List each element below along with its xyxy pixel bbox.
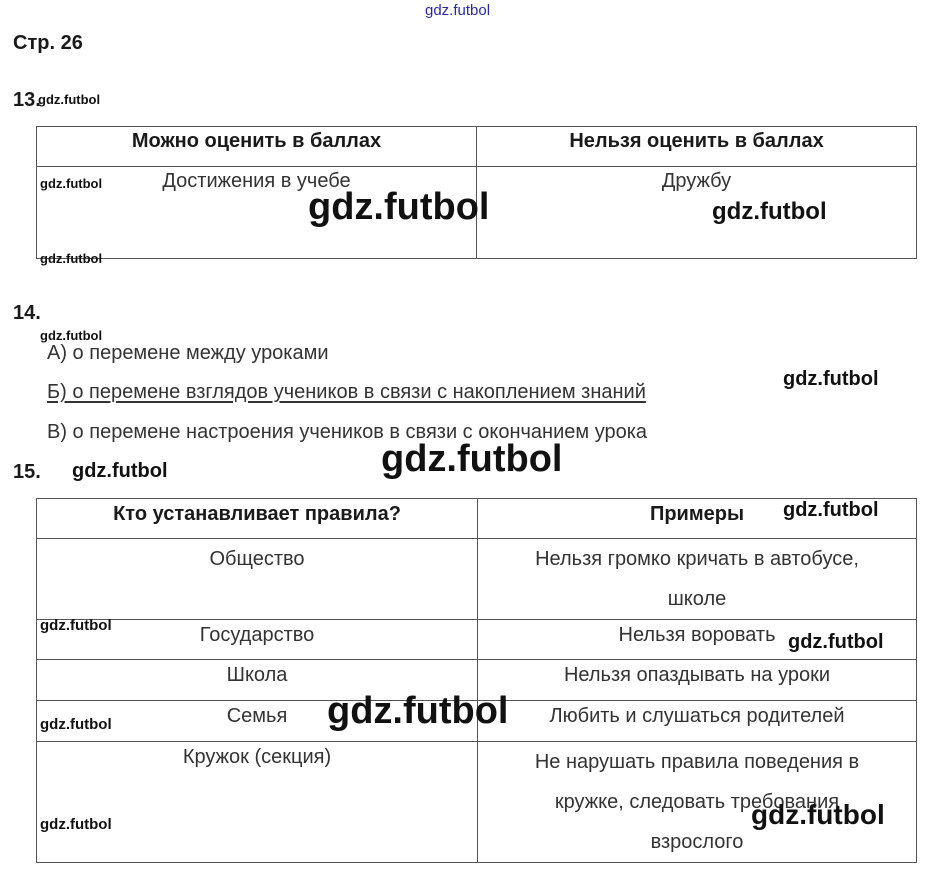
task15-cell-who: Семья	[37, 701, 478, 742]
task15-cell-example: Нельзя громко кричать в автобусе, школе	[478, 539, 917, 620]
watermark: gdz.futbol	[40, 251, 103, 266]
watermark: gdz.futbol	[783, 499, 879, 521]
task14-number: 14.	[13, 302, 41, 324]
watermark: gdz.futbol	[783, 368, 879, 390]
watermark: gdz.futbol	[327, 690, 509, 732]
watermark: gdz.futbol	[40, 716, 112, 733]
watermark-top: gdz.futbol	[425, 2, 491, 19]
watermark: gdz.futbol	[72, 460, 168, 482]
task13-header-cannot: Нельзя оценить в баллах	[477, 127, 917, 167]
task15-cell-example: Нельзя опаздывать на уроки	[478, 660, 917, 701]
watermark: gdz.futbol	[40, 328, 103, 343]
watermark: gdz.futbol	[40, 617, 112, 634]
task15-cell-who: Кружок (секция)	[37, 742, 478, 863]
watermark: gdz.futbol	[751, 799, 885, 830]
task13-number: 13.	[13, 89, 41, 111]
task15-number: 15.	[13, 461, 41, 483]
task15-cell-who: Школа	[37, 660, 478, 701]
watermark: gdz.futbol	[40, 176, 103, 191]
watermark: gdz.futbol	[381, 438, 563, 480]
task15-cell-example: Нельзя воровать	[478, 620, 917, 660]
watermark: gdz.futbol	[38, 92, 101, 107]
task15-cell-example: Любить и слушаться родителей	[478, 701, 917, 742]
page-heading: Стр. 26	[13, 32, 83, 54]
task15-cell-who: Государство	[37, 620, 478, 660]
task14-option-b: Б) о перемене взглядов учеников в связи с накоплением знаний	[47, 381, 646, 403]
task15-cell-who: Общество	[37, 539, 478, 620]
watermark: gdz.futbol	[712, 198, 827, 225]
task13-cell-cannot: Дружбу	[477, 167, 917, 259]
watermark: gdz.futbol	[40, 816, 112, 833]
watermark: gdz.futbol	[308, 186, 490, 228]
task14-option-c: В) о перемене настроения учеников в связи с окончанием урока	[47, 421, 648, 443]
task15-header-examples: Примеры	[478, 499, 917, 539]
task13-cell-can: Достижения в учебе	[37, 167, 477, 259]
task14-option-a: А) о перемене между уроками	[47, 342, 329, 364]
task13-header-can: Можно оценить в баллах	[37, 127, 477, 167]
watermark: gdz.futbol	[788, 631, 884, 653]
task15-header-who: Кто устанавливает правила?	[37, 499, 478, 539]
task15-cell-example: Не нарушать правила поведения в кружке, следовать требования взрослого	[478, 742, 917, 863]
